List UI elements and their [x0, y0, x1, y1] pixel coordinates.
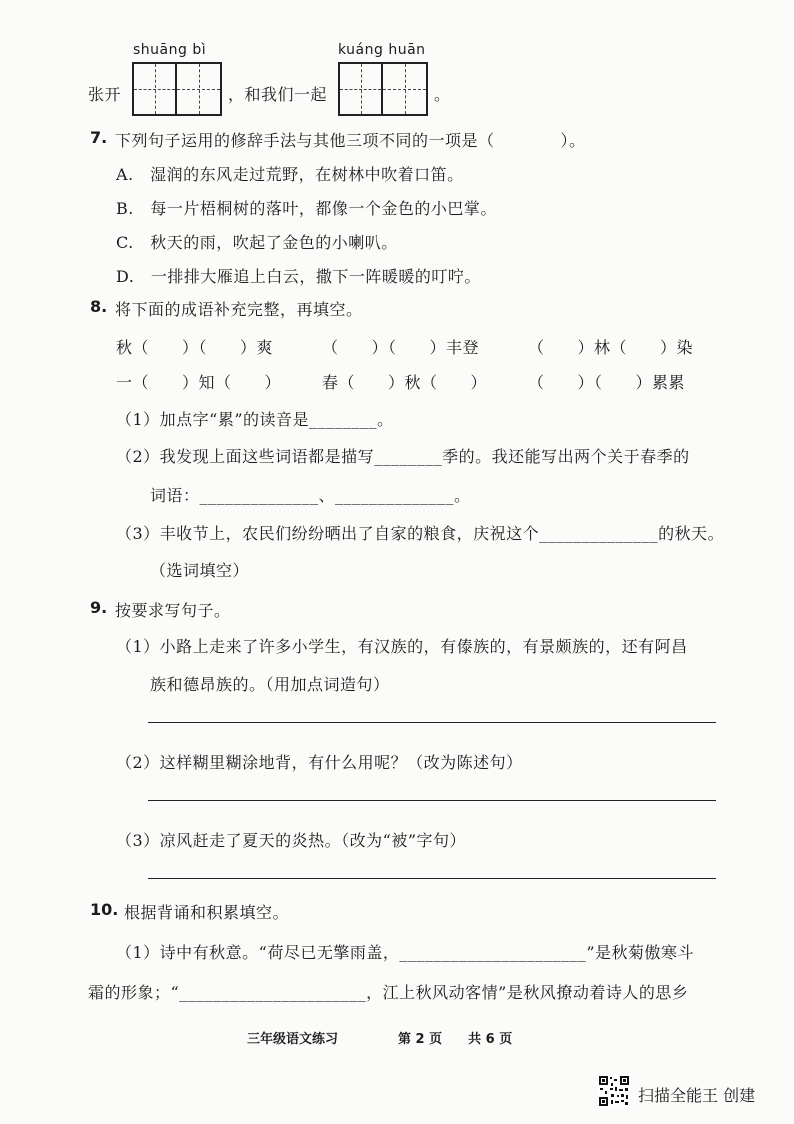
- q9-answer-line-1[interactable]: [148, 722, 716, 723]
- text-heyimen: ，和我们一起: [228, 85, 328, 104]
- q7-option-c[interactable]: C. 秋天的雨，吹起了金色的小喇叭。: [116, 233, 398, 252]
- idiom-row1-2[interactable]: （ ）（ ）丰登: [322, 338, 480, 357]
- writing-grid-kuanghuan[interactable]: [338, 62, 428, 116]
- idiom-row1-1[interactable]: 秋（ ）（ ）爽: [116, 338, 274, 357]
- text-period: 。: [434, 85, 451, 104]
- q8-sub1[interactable]: （1）加点字“累”的读音是________。: [116, 410, 394, 429]
- q9-sub3: （3）凉风赶走了夏天的炎热。（改为“被”字句）: [116, 831, 467, 850]
- idiom-row1-3[interactable]: （ ）林（ ）染: [528, 338, 694, 357]
- q9-sub1-line2: 族和德昂族的。（用加点词造句）: [150, 675, 390, 694]
- q8-number: 8.: [90, 297, 108, 316]
- idiom-row2-1[interactable]: 一（ ）知（ ）: [116, 373, 282, 392]
- grid-cell: [383, 64, 426, 114]
- q9-number: 9.: [90, 598, 108, 617]
- idiom-row2-3[interactable]: （ ）（ ）累累: [528, 373, 686, 392]
- text-zhangkai: 张开: [88, 85, 122, 104]
- grid-cell: [134, 64, 177, 114]
- qr-code-icon: [598, 1075, 630, 1107]
- q8-sub2-line2[interactable]: 词语：______________、______________。: [150, 486, 471, 505]
- q9-answer-line-3[interactable]: [148, 878, 716, 879]
- footer-page: 第 2 页 共 6 页: [398, 1032, 513, 1047]
- q8-sub2-line1[interactable]: （2）我发现上面这些词语都是描写________季的。我还能写出两个关于春季的: [116, 447, 690, 466]
- q8-sub3-line2: （选词填空）: [150, 561, 250, 580]
- q9-sub2: （2）这样糊里糊涂地背，有什么用呢？（改为陈述句）: [116, 753, 523, 772]
- q7-number: 7.: [90, 128, 108, 147]
- grid-cell: [177, 64, 220, 114]
- footer-course: 三年级语文练习: [247, 1032, 339, 1047]
- q10-line1[interactable]: （1）诗中有秋意。“荷尽已无擎雨盖，______________________”是秋菊傲寒斗: [116, 943, 695, 962]
- q8-sub3-line1[interactable]: （3）丰收节上，农民们纷纷晒出了自家的粮食，庆祝这个______________的秋天。: [116, 524, 725, 543]
- q8-stem: 将下面的成语补充完整，再填空。: [115, 300, 363, 319]
- q7-option-d[interactable]: D. 一排排大雁追上白云，撒下一阵暖暖的叮咛。: [116, 267, 481, 286]
- q7-option-b[interactable]: B. 每一片梧桐树的落叶，都像一个金色的小巴掌。: [116, 199, 497, 218]
- scanner-watermark: 扫描全能王 创建: [638, 1086, 756, 1105]
- pinyin-shuangbi: shuāng bì: [133, 42, 207, 58]
- q10-line2[interactable]: 霜的形象；“______________________，江上秋风动客情”是秋风撩动着诗人的思乡: [88, 983, 689, 1002]
- writing-grid-shuangbi[interactable]: [132, 62, 222, 116]
- q7-stem: 下列句子运用的修辞手法与其他三项不同的一项是（ ）。: [115, 131, 586, 150]
- grid-cell: [340, 64, 383, 114]
- pinyin-kuanghuan: kuáng huān: [338, 42, 426, 58]
- idiom-row2-2[interactable]: 春（ ）秋（ ）: [322, 373, 488, 392]
- q9-stem: 按要求写句子。: [115, 601, 231, 620]
- q9-sub1-line1: （1）小路上走来了许多小学生，有汉族的，有傣族的，有景颇族的，还有阿昌: [116, 637, 688, 656]
- q7-option-a[interactable]: A. 湿润的东风走过荒野，在树林中吹着口笛。: [116, 165, 464, 184]
- q9-answer-line-2[interactable]: [148, 800, 716, 801]
- q10-stem: 根据背诵和积累填空。: [124, 903, 290, 922]
- q10-number: 10.: [90, 900, 119, 919]
